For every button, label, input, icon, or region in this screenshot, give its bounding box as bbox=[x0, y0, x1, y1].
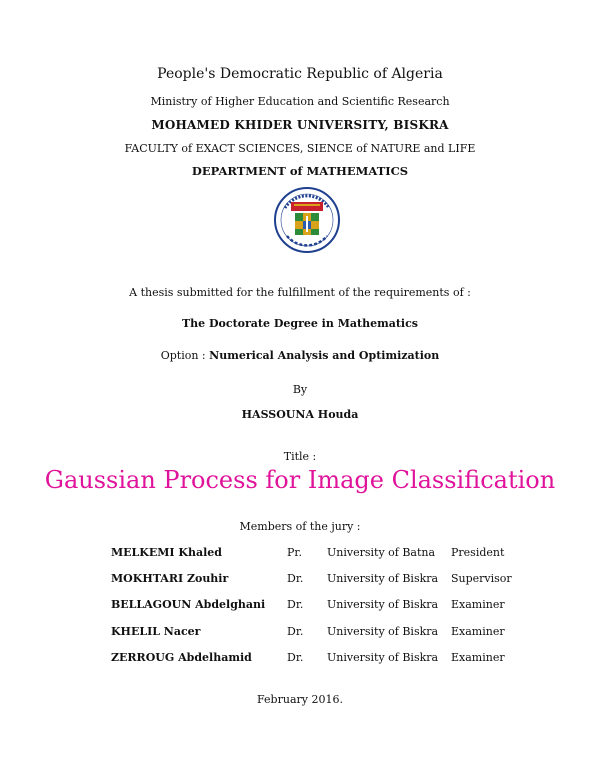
option-value: Numerical Analysis and Optimization bbox=[209, 349, 440, 362]
jury-row bbox=[0, 651, 600, 671]
jury-member-grade: Pr. bbox=[287, 546, 302, 559]
submission-statement: A thesis submitted for the fulfillment of the requirements of : bbox=[129, 286, 471, 299]
jury-member-name: BELLAGOUN Abdelghani bbox=[111, 598, 266, 611]
degree-name: The Doctorate Degree in Mathematics bbox=[182, 317, 418, 330]
country-heading: People's Democratic Republic of Algeria bbox=[157, 66, 443, 82]
jury-member-grade: Dr. bbox=[287, 625, 304, 638]
university-heading: MOHAMED KHIDER UNIVERSITY, BISKRA bbox=[151, 118, 449, 132]
faculty-heading: FACULTY of EXACT SCIENCES, SIENCE of NATURE and LIFE bbox=[124, 142, 476, 155]
jury-row bbox=[0, 625, 600, 645]
university-emblem-icon bbox=[273, 186, 341, 254]
jury-member-role: Supervisor bbox=[451, 572, 512, 585]
jury-member-grade: Dr. bbox=[287, 651, 304, 664]
jury-member-name: ZERROUG Abdelhamid bbox=[111, 651, 252, 664]
jury-member-university: University of Biskra bbox=[327, 651, 439, 664]
jury-member-university: University of Biskra bbox=[327, 625, 439, 638]
thesis-title: Gaussian Process for Image Classification bbox=[44, 466, 556, 494]
jury-member-grade: Dr. bbox=[287, 572, 304, 585]
jury-member-name: MOKHTARI Zouhir bbox=[111, 572, 229, 585]
department-heading: DEPARTMENT of MATHEMATICS bbox=[191, 164, 409, 178]
jury-row bbox=[0, 572, 600, 592]
jury-member-name: KHELIL Nacer bbox=[111, 625, 201, 638]
option-label: Option : bbox=[160, 349, 206, 362]
jury-row bbox=[0, 546, 600, 566]
submission-date: February 2016. bbox=[257, 693, 343, 706]
option-line bbox=[0, 349, 600, 362]
jury-member-role: President bbox=[451, 546, 505, 559]
jury-row bbox=[0, 598, 600, 618]
jury-label: Members of the jury : bbox=[239, 520, 361, 533]
title-label: Title : bbox=[283, 450, 317, 463]
jury-member-university: University of Batna bbox=[327, 546, 436, 559]
jury-member-role: Examiner bbox=[451, 625, 505, 638]
jury-member-university: University of Biskra bbox=[327, 598, 439, 611]
ministry-heading: Ministry of Higher Education and Scientific Research bbox=[150, 95, 450, 108]
jury-member-grade: Dr. bbox=[287, 598, 304, 611]
author-name: HASSOUNA Houda bbox=[241, 408, 359, 421]
jury-member-university: University of Biskra bbox=[327, 572, 439, 585]
by-label: By bbox=[292, 383, 308, 396]
jury-member-role: Examiner bbox=[451, 651, 505, 664]
jury-member-role: Examiner bbox=[451, 598, 505, 611]
jury-member-name: MELKEMI Khaled bbox=[111, 546, 222, 559]
